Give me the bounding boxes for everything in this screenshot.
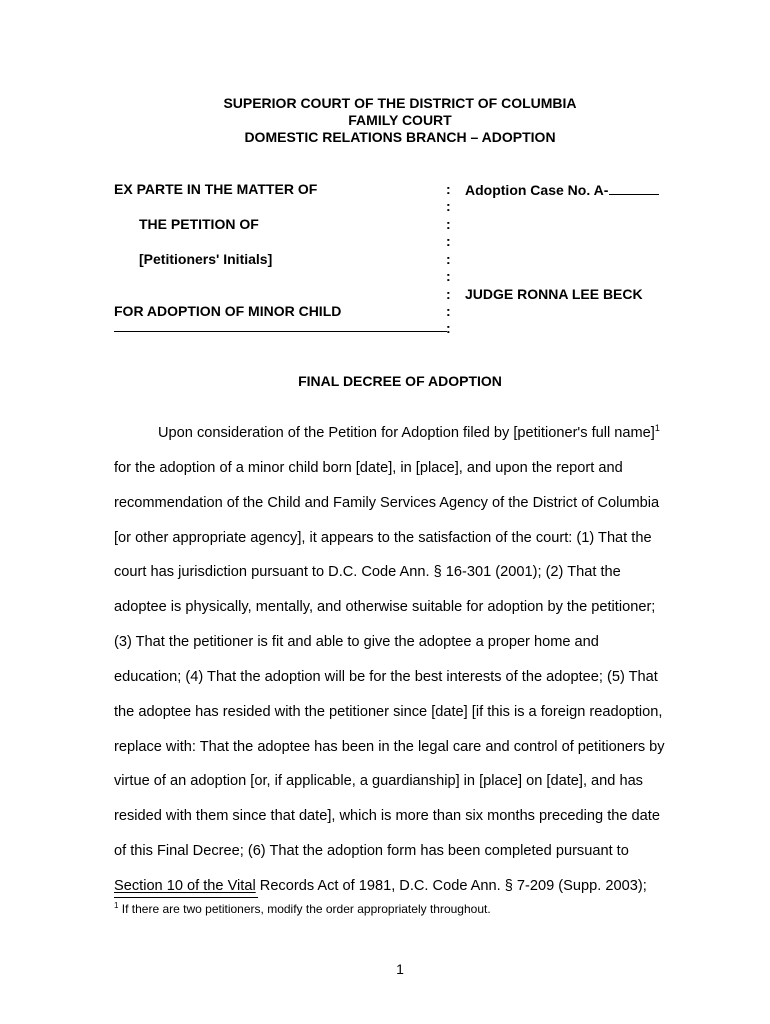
paragraph-line: (3) That the petitioner is fit and able to give the adoptee a proper home and: [114, 634, 599, 650]
caption-colon: :: [446, 181, 451, 197]
paragraph-line: the adoptee has resided with the petitioner since [date] [if this is a foreign readoption,: [114, 704, 663, 720]
caption-colon: :: [446, 233, 451, 249]
footnote-text: If there are two petitioners, modify the order appropriately throughout.: [118, 902, 491, 916]
court-name: SUPERIOR COURT OF THE DISTRICT OF COLUMBIA: [223, 95, 577, 111]
caption-colon: :: [446, 320, 451, 336]
case-number-blank: [609, 181, 659, 195]
paragraph-line: replace with: That the adoptee has been in the legal care and control of petitioners by: [114, 739, 665, 755]
paragraph-line: virtue of an adoption [or, if applicable, a guardianship] in [place] on [date], and has: [114, 773, 643, 789]
footnote-reference[interactable]: 1: [654, 423, 660, 434]
caption-colon: :: [446, 251, 451, 267]
caption-colon: :: [446, 216, 451, 232]
caption-colon: :: [446, 303, 451, 319]
statute-reference: Section 10 of the Vital: [114, 878, 256, 894]
paragraph-line: for the adoption of a minor child born [date], in [place], and upon the report and: [114, 460, 623, 476]
paragraph-line: [or other appropriate agency], it appears to the satisfaction of the court: (1) That the: [114, 530, 652, 546]
footnote-separator: [114, 897, 258, 898]
judge-name: JUDGE RONNA LEE BECK: [465, 286, 643, 302]
caption-petitioners-initials: [Petitioners' Initials]: [139, 251, 273, 267]
caption-for-adoption: FOR ADOPTION OF MINOR CHILD: [114, 303, 342, 319]
paragraph-line: recommendation of the Child and Family Services Agency of the District of Columbia: [114, 495, 660, 511]
paragraph-line: education; (4) That the adoption will be for the best interests of the adoptee; (5) That: [114, 669, 658, 685]
caption-divider: [114, 331, 447, 332]
caption-petition-of: THE PETITION OF: [139, 216, 259, 232]
court-division: FAMILY COURT: [348, 112, 452, 128]
footnote-mark: 1: [114, 901, 119, 910]
paragraph-line: adoptee is physically, mentally, and otherwise suitable for adoption by the petitioner;: [114, 599, 656, 615]
page-number: 1: [396, 961, 404, 977]
court-branch: DOMESTIC RELATIONS BRANCH – ADOPTION: [244, 129, 556, 145]
paragraph-line: court has jurisdiction pursuant to D.C. Code Ann. § 16-301 (2001); (2) That the: [114, 564, 621, 580]
paragraph-line: Section 10 of the Vital Records Act of 1981, D.C. Code Ann. § 7-209 (Supp. 2003);: [114, 878, 647, 894]
document-title: FINAL DECREE OF ADOPTION: [298, 373, 502, 389]
paragraph-line: of this Final Decree; (6) That the adoption form has been completed pursuant to: [114, 843, 629, 859]
paragraph-line: resided with them since that date], which is more than six months preceding the date: [114, 808, 660, 824]
caption-colon: :: [446, 286, 451, 302]
paragraph-line: Upon consideration of the Petition for Adoption filed by [petitioner's full name]$^1$: [158, 423, 660, 441]
footnote: [114, 902, 491, 917]
caption-colon: :: [446, 198, 451, 214]
case-number: [465, 181, 659, 199]
caption-colon: :: [446, 268, 451, 284]
caption-matter: EX PARTE IN THE MATTER OF: [114, 181, 318, 197]
case-number-label: Adoption Case No. A-: [465, 182, 609, 198]
